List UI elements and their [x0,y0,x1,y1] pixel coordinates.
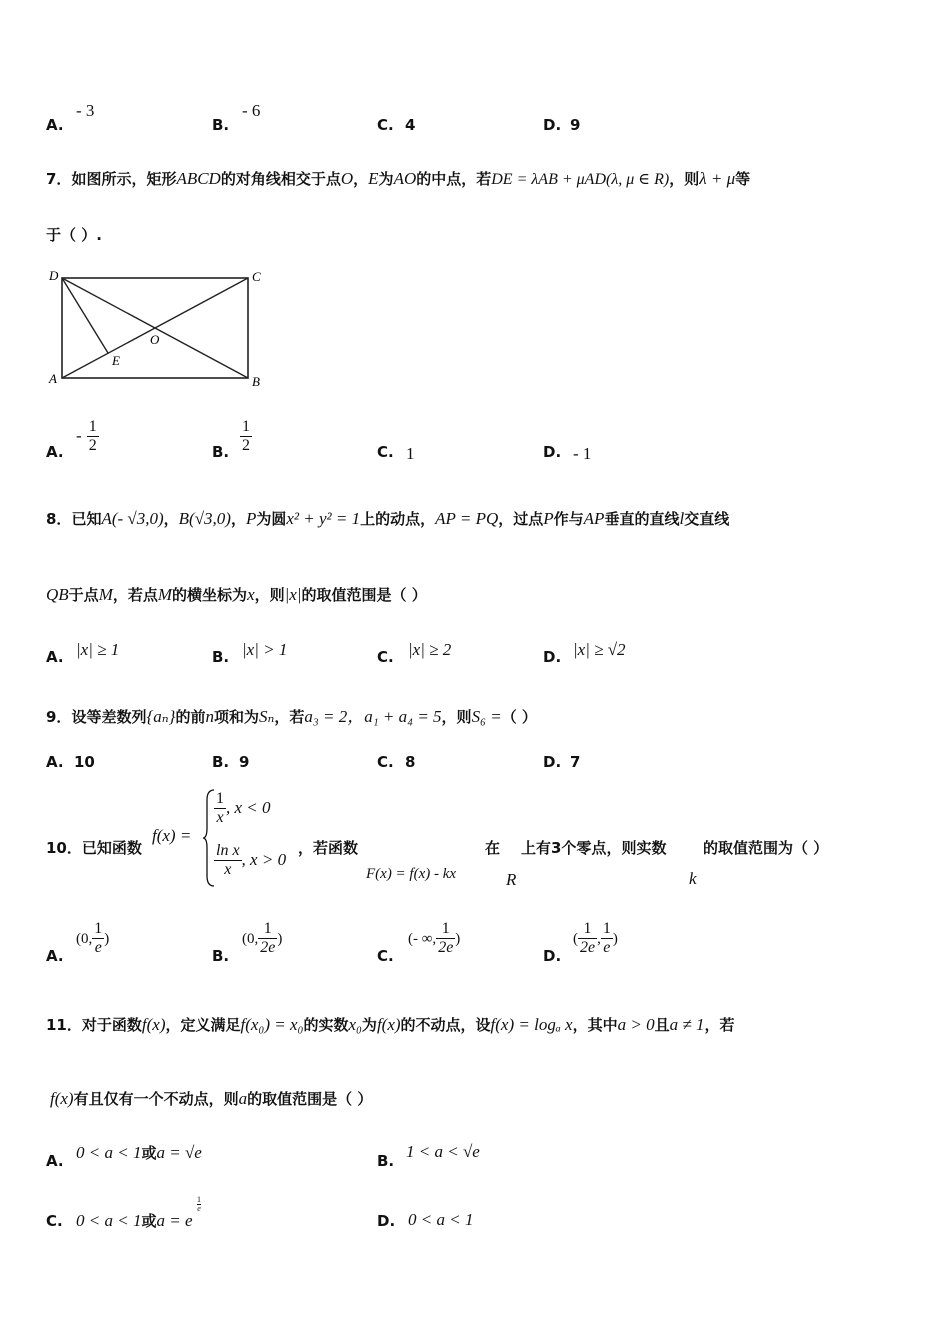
q10-R: R [506,870,517,889]
q7-math: E [368,169,379,188]
q11-number: 11． [46,1016,82,1034]
exponent-den: e [197,1204,201,1213]
q9-text: 项和为 [213,708,259,726]
q10-text-5: 的取值范围为（ ） [703,839,829,857]
fraction [92,920,104,957]
q7-text: 为 [378,170,394,188]
q6-option-c-label[interactable]: C. [377,116,394,134]
q7-math: AO [393,169,417,188]
q8-math: x² + y² = 1 [286,509,361,528]
q8-option-b-label[interactable]: B. [212,648,230,666]
q7-math: O [340,169,354,188]
q7-stem-line2: 于（ ）. [46,226,102,244]
interval-open: (0, [76,931,93,947]
q8-option-a-label[interactable]: A. [46,648,64,666]
q11-math: a > 0 [617,1015,655,1034]
q9-option-a-value: 10 [74,753,95,771]
fraction [214,790,226,827]
q9-text: 的前 [175,708,206,726]
q9-text: （ ） [501,708,537,726]
q7-text: 的对角线相交于点 [220,170,341,188]
q8-math: l [679,509,685,528]
q8-math: AP [583,509,605,528]
q7-text: ，则 [669,170,700,188]
q11-text: 的取值范围是（ ） [247,1090,373,1108]
fraction [436,920,455,957]
q7-number: 7． [46,170,72,188]
q10-case-1 [214,790,271,827]
q9-math: a₃ = 2，a₁ + a₄ = 5 [304,707,442,726]
fraction-num: 1 [436,920,455,939]
q8-option-a-value: |x| ≥ 1 [76,640,120,659]
q10-option-c-value [408,920,460,957]
q8-option-d-label[interactable]: D. [543,648,562,666]
interval-close: ) [612,931,618,947]
q11-math: a [238,1089,248,1108]
exponent-num: 1 [197,1195,201,1204]
fraction-num: 1 [94,920,103,937]
rectangle-figure [44,266,270,390]
q11-option-a-label[interactable]: A. [46,1152,64,1170]
label-o: O [150,332,160,347]
q11-option-b-label[interactable]: B. [377,1152,395,1170]
label-b: B [252,374,260,389]
q10-k: k [689,869,697,888]
q11-math: f(x₀) = x₀ [240,1015,304,1034]
fraction [214,842,242,879]
q10-number-text: 10． [46,839,82,857]
q8-math: P [245,509,257,528]
q6-option-c-value: 4 [405,116,416,134]
q9-stem [46,702,537,727]
case-condition: , x > 0 [241,850,287,869]
q8-option-c-label[interactable]: C. [377,648,394,666]
q9-math: S₆ = [471,707,502,726]
q7-option-b-label[interactable]: B. [212,443,230,461]
q9-number: 9． [46,708,72,726]
q8-math: M [98,585,113,604]
q8-text: 上的动点， [360,510,436,528]
q8-option-c-value: |x| ≥ 2 [408,640,452,659]
q7-option-a-sign: - [76,426,82,445]
or-text: 或 [141,1144,157,1162]
q11-text: 为 [361,1016,377,1034]
q10-text: 已知函数 [81,839,142,857]
exponent-fraction [197,1196,201,1213]
fraction-den: 2e [580,939,596,956]
q10-option-b-value [242,920,282,957]
q8-option-d-value: |x| ≥ √2 [573,640,626,659]
q11-text: 的不动点，设 [400,1016,491,1034]
q7-option-a-value [76,418,99,455]
segment-de [62,278,108,353]
q8-text: 的横坐标为 [172,586,248,604]
q8-text: 已知 [71,510,102,528]
q7-option-c-value: 1 [406,444,415,463]
q6-option-b-label[interactable]: B. [212,116,230,134]
q11-math: x₀ [348,1015,362,1034]
interval-open: (0, [242,931,259,947]
q7-text: 的中点，若 [416,170,492,188]
q7-option-d-label[interactable]: D. [543,443,562,461]
q8-text: ，则 [254,586,285,604]
q9-option-c-value: 8 [405,753,416,771]
fraction-num: 1 [578,920,597,939]
q6-option-d-label[interactable]: D. [543,116,562,134]
q10-text-3: 在 [485,839,501,857]
q7-text: 等 [735,170,751,188]
fraction-den: e [94,939,102,956]
q9-option-c-label[interactable]: C. [377,753,394,771]
fraction [87,418,99,455]
q7-option-a-label[interactable]: A. [46,443,64,461]
fraction-num: 1 [602,920,611,937]
q6-option-a-label[interactable]: A. [46,116,64,134]
q10-text-4: 上有3个零点，则实数 [521,839,667,857]
q11-option-a-value [76,1142,202,1163]
q8-text: 为圆 [256,510,287,528]
q7-condition-math: DE = λAB + μAD(λ, μ ∈ R) [491,171,670,188]
q8-math: P [543,509,554,528]
label-e: E [112,353,120,368]
q11-math: f(x) [50,1089,74,1108]
label-a: A [49,371,57,386]
q10-option-a-label[interactable]: A. [46,947,64,965]
q10-text-2: ，若函数 [298,839,359,857]
q11-math: f(x) [141,1015,166,1034]
q11-text: 有且仅有一个不动点，则 [73,1090,239,1108]
label-c: C [252,269,261,284]
fraction-num: 1 [216,790,224,807]
q10-option-d-label[interactable]: D. [543,947,562,965]
q11-text: 且 [654,1016,670,1034]
q8-text: ， [230,510,246,528]
interval-close: ) [104,931,110,947]
q9-option-b-label[interactable]: B. [212,753,230,771]
q11-text: ，其中 [572,1016,618,1034]
q10-option-a-value [76,920,109,957]
case-condition: , x < 0 [226,798,271,817]
q11-option-c-label[interactable]: C. [46,1212,63,1230]
fraction-den: 2 [242,437,250,454]
interval-close: ) [455,931,461,947]
q8-math: B(√3,0) [178,509,231,528]
q7-option-c-label[interactable]: C. [377,443,394,461]
q7-stem-line1 [46,168,750,189]
q10-option-b-label[interactable]: B. [212,947,230,965]
q7-math: λ + μ [699,169,736,188]
q8-math: M [157,585,173,604]
fraction-den: 2 [88,437,97,454]
q7-option-b-value [240,418,252,455]
interval-close: ) [277,931,283,947]
q8-math: x [247,585,255,604]
q9-option-b-value: 9 [239,753,250,771]
q6-option-a-value: - 3 [76,101,95,120]
q6-option-b-value: - 6 [242,101,261,120]
label-d: D [49,268,59,283]
q11-math: 0 < a < 1 [76,1143,142,1162]
q8-text: 交直线 [684,510,730,528]
fraction-den: 2e [260,939,276,956]
q8-text: ，若点 [112,586,158,604]
q11-stem-line1 [46,1014,734,1035]
fraction-num: 1 [258,920,277,939]
q8-text: ， [163,510,179,528]
q11-math: f(x) = logₐ x [490,1015,573,1034]
fraction-num: 1 [242,418,250,435]
q9-text: ，若 [274,708,305,726]
q8-number: 8． [46,510,72,528]
q11-text: 对于函数 [81,1016,142,1034]
interval-open: (- ∞, [408,931,437,947]
fraction-den: 2e [438,939,454,956]
fraction-den: x [216,809,224,826]
q11-text: ，定义满足 [165,1016,241,1034]
q8-option-b-value: |x| > 1 [242,640,288,659]
fraction-num: ln x [216,842,240,859]
q11-math: a = √e [156,1143,202,1162]
q8-stem-line2 [46,584,427,605]
q11-math: 0 < a < 1 [76,1211,142,1230]
fraction-den: x [224,861,232,878]
q11-option-b-value: 1 < a < √e [406,1142,480,1161]
q11-option-d-value: 0 < a < 1 [408,1210,474,1229]
q8-text: ，过点 [498,510,544,528]
interval-comma: , [597,931,601,947]
fraction-den: e [603,939,611,956]
q11-option-c-value [76,1210,193,1231]
q11-option-d-label[interactable]: D. [377,1212,396,1230]
q10-Fx: F(x) = f(x) - kx [366,866,457,882]
q11-math: f(x) [376,1015,401,1034]
q6-option-d-value: 9 [570,116,581,134]
q8-text: 作与 [553,510,584,528]
q8-math: QB [46,585,69,604]
q10-number [46,837,142,858]
q11-text: 的实数 [303,1016,349,1034]
fraction [601,920,613,957]
q9-math: Sₙ [258,707,275,726]
fraction [258,920,277,957]
fraction-num: 1 [88,418,97,435]
q9-math: {aₙ} [146,707,176,726]
or-text: 或 [141,1212,157,1230]
q7-text: ， [353,170,369,188]
q9-math: n [205,707,214,726]
fraction [578,920,597,957]
interval-open: ( [573,931,578,947]
q11-text: ，若 [704,1016,735,1034]
q9-text: ，则 [441,708,472,726]
q8-text: 垂直的直线 [604,510,680,528]
q10-case-2 [214,842,286,879]
q10-option-d-value [573,920,618,957]
q9-text: 设等差数列 [71,708,147,726]
q8-math: |x| [284,585,302,604]
q8-text: 的取值范围是（ ） [301,586,427,604]
q9-option-d-label[interactable]: D. [543,753,562,771]
q10-option-c-label[interactable]: C. [377,947,394,965]
q8-math: AP = PQ [435,509,499,528]
q11-math: a = e [156,1211,193,1230]
q7-text: 如图所示，矩形 [71,170,177,188]
q7-math: ABCD [176,169,221,188]
fraction [240,418,252,455]
q9-option-a-label[interactable]: A. [46,753,64,771]
q8-text: 于点 [68,586,99,604]
q7-option-d-value: - 1 [573,444,592,463]
q8-stem-line1 [46,508,729,529]
q11-stem-line2 [50,1088,372,1109]
q11-math: a ≠ 1 [669,1015,705,1034]
q8-math: A(- √3,0) [101,509,164,528]
q10-fx: f(x) = [152,826,192,845]
q9-option-d-value: 7 [570,753,581,771]
